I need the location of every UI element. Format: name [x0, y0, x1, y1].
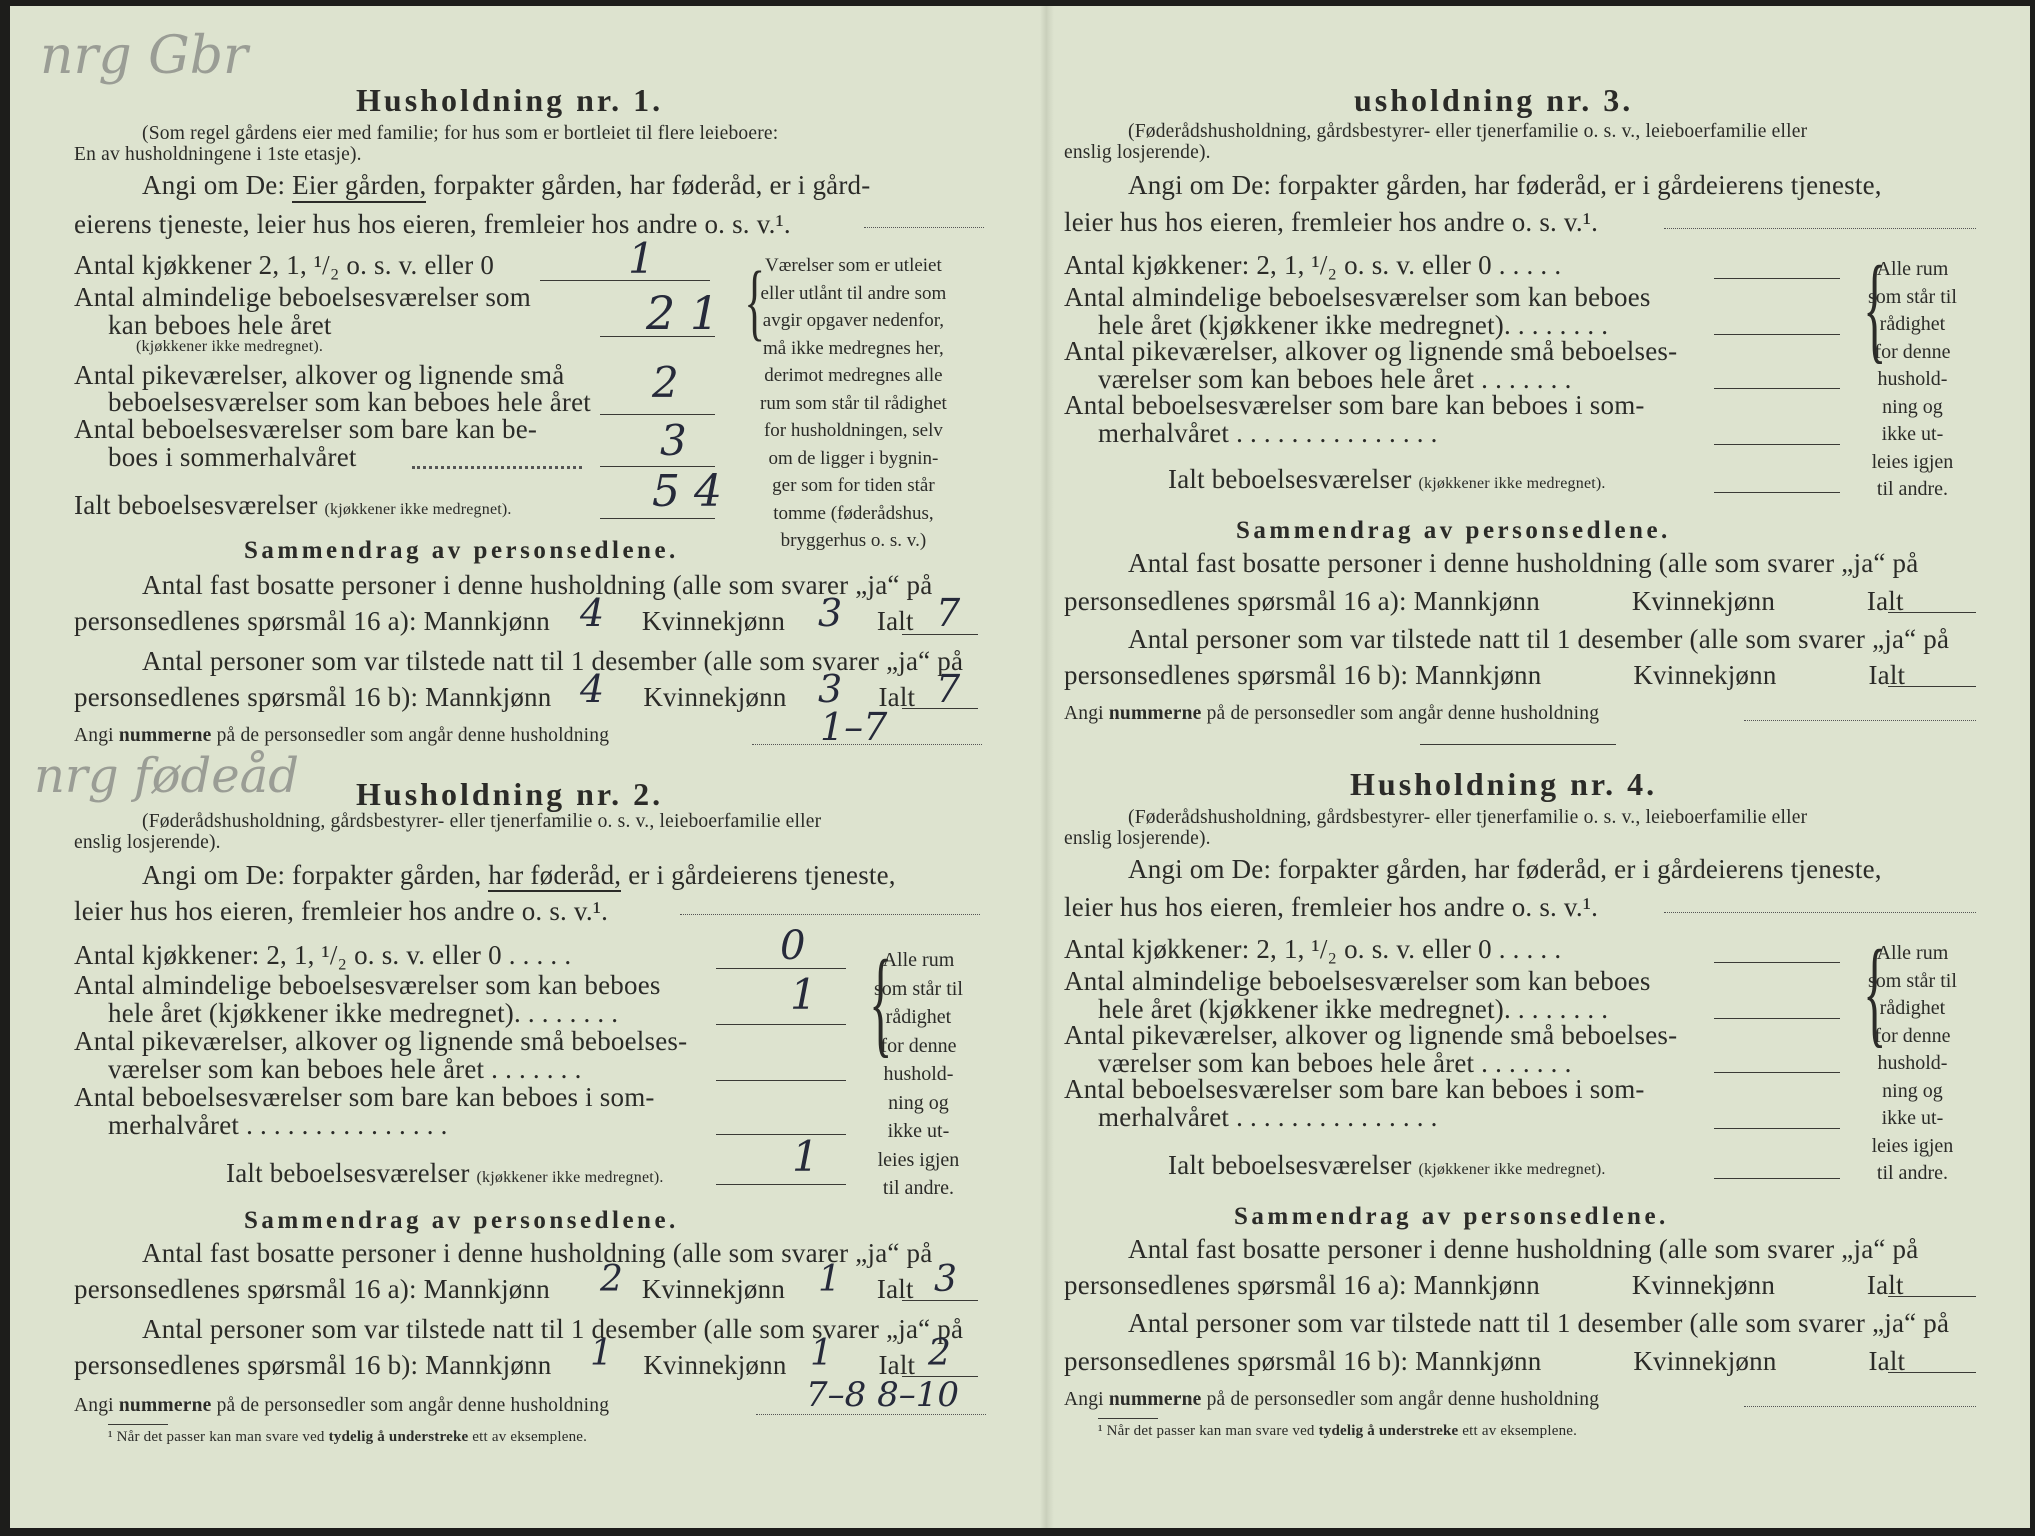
household-1-note-2: En av husholdningene i 1ste etasje).	[74, 144, 362, 165]
summary-16a: personsedlenes spørsmål 16 a): Mannkjønn Kvinnekjønn Ialt	[1064, 1270, 1904, 1300]
side-note-h2: Alle rum som står til rådighet for denne hushold- ning og ikke ut- leies igjen til andre.	[874, 949, 963, 1199]
hw-16b-female: 3	[818, 667, 843, 711]
brace: {	[1863, 241, 1887, 374]
household-3-ask-2: leier hus hos eieren, fremleier hos andre o. s. v.¹.	[1064, 207, 1599, 237]
numbers-line: Angi nummerne på de personsedler som angår denne husholdning	[74, 725, 610, 746]
summer-rooms-label: Antal beboelsesværelser som bare kan be-	[74, 414, 538, 444]
hw-person-numbers: 7–8 8–10	[806, 1375, 959, 1415]
brace: {	[869, 935, 893, 1068]
summary-16a: personsedlenes spørsmål 16 a): Mannkjønn Kvinnekjønn Ialt	[1064, 586, 1904, 616]
summer-rooms-label-2: merhalvåret . . . . . . . . . . . . . . .	[1098, 418, 1438, 448]
hw-kitchens-value: 1	[628, 234, 655, 283]
hw-person-numbers: 1–7	[820, 705, 888, 749]
summary-line: Antal personer som var tilstede natt til 1 desember (alle som svarer „ja“ på	[142, 1314, 964, 1344]
numbers-line: Angi nummerne på de personsedler som angår denne husholdning	[1064, 703, 1600, 724]
maid-rooms-label: Antal pikeværelser, alkover og lignende små	[74, 360, 565, 390]
hw-16b-female: 1	[810, 1333, 833, 1374]
maid-rooms-label-2: beboelsesværelser som kan beboes hele året	[108, 387, 591, 417]
summary-title-h4: Sammendrag av personsedlene.	[1234, 1203, 1669, 1230]
maid-rooms-label-2: værelser som kan beboes hele året . . . . . . .	[108, 1054, 582, 1084]
hw-kitchens-value: 0	[780, 923, 806, 969]
household-4-ask: Angi om De: forpakter gården, har føderåd, er i gårdeierens tjeneste,	[1128, 854, 1882, 884]
household-4-note-2: enslig losjerende).	[1064, 828, 1211, 849]
side-note-h4: Alle rum som står til rådighet for denne hushold- ning og ikke ut- leies igjen til andre.	[1868, 942, 1957, 1184]
maid-rooms-label: Antal pikeværelser, alkover og lignende små beboelses-	[74, 1026, 688, 1056]
total-rooms-label: Ialt beboelsesværelser (kjøkkener ikke medregnet).	[1168, 464, 1606, 494]
hw-rooms-value: 1	[790, 970, 817, 1019]
hw-16b-male: 1	[590, 1333, 613, 1374]
brace: {	[744, 253, 765, 349]
section-divider	[1420, 744, 1616, 745]
summer-rooms-label-2: merhalvåret . . . . . . . . . . . . . . .	[1098, 1102, 1438, 1132]
household-1-note: (Som regel gårdens eier med familie; for hus som er bortleiet til flere leieboere:	[142, 123, 779, 144]
household-4-title: Husholdning nr. 4.	[1350, 766, 1658, 802]
summary-16b: personsedlenes spørsmål 16 b): Mannkjønn Kvinnekjønn Ialt	[74, 682, 916, 712]
household-2-ask: Angi om De: forpakter gården, har føderåd, er i gårdeierens tjeneste,	[142, 860, 896, 890]
total-rooms-label: Ialt beboelsesværelser (kjøkkener ikke medregnet).	[1168, 1150, 1606, 1180]
summary-16a: personsedlenes spørsmål 16 a): Mannkjønn Kvinnekjønn Ialt	[74, 606, 914, 636]
hw-16a-total: 7	[936, 591, 961, 635]
hw-16b-total: 2	[928, 1333, 951, 1374]
household-4-ask-2: leier hus hos eieren, fremleier hos andre o. s. v.¹.	[1064, 892, 1599, 922]
summary-line: Antal personer som var tilstede natt til 1 desember (alle som svarer „ja“ på	[1128, 1308, 1950, 1338]
side-note-h3: Alle rum som står til rådighet for denne hushold- ning og ikke ut- leies igjen til andre.	[1868, 258, 1957, 500]
summary-line: Antal fast bosatte personer i denne husholdning (alle som svarer „ja“ på	[1128, 1234, 1919, 1264]
summary-title-h2: Sammendrag av personsedlene.	[244, 1207, 679, 1234]
maid-rooms-label-2: værelser som kan beboes hele året . . . . . . .	[1098, 364, 1572, 394]
hw-total-value: 1	[792, 1132, 819, 1181]
maid-rooms-label-2: værelser som kan beboes hele året . . . . . . .	[1098, 1048, 1572, 1078]
hw-summer-value: 3	[660, 416, 687, 465]
rooms-label: Antal almindelige beboelsesværelser som kan beboes	[1064, 282, 1651, 312]
rooms-label: Antal almindelige beboelsesværelser som	[74, 282, 531, 312]
household-1-ask-2: eierens tjeneste, leier hus hos eieren, fremleier hos andre o. s. v.¹.	[74, 209, 791, 239]
selected-option-foderaad: har føderåd,	[488, 860, 622, 890]
hw-16a-male: 4	[580, 591, 605, 635]
pencil-note: nrg fødeåd	[34, 748, 299, 804]
hw-16a-female: 1	[818, 1259, 841, 1300]
hw-16b-male: 4	[580, 667, 605, 711]
hw-rooms-value: 2 1	[646, 286, 720, 340]
household-1-ask: Angi om De: Eier gården, forpakter gården, har føderåd, er i gård-	[142, 172, 870, 199]
rooms-label-2: hele året (kjøkkener ikke medregnet). . . . . . . .	[1098, 310, 1609, 340]
hw-16a-female: 3	[818, 591, 843, 635]
summary-16a: personsedlenes spørsmål 16 a): Mannkjønn Kvinnekjønn Ialt	[74, 1274, 914, 1304]
selected-option-owner: Eier gården,	[292, 170, 426, 203]
household-2-note: (Føderådshusholdning, gårdsbestyrer- eller tjenerfamilie o. s. v., leieboerfamilie eller	[142, 811, 822, 832]
hw-total-value: 5 4	[652, 466, 722, 517]
summary-line: Antal personer som var tilstede natt til 1 desember (alle som svarer „ja“ på	[142, 646, 964, 676]
total-rooms-label: Ialt beboelsesværelser (kjøkkener ikke medregnet).	[226, 1158, 664, 1188]
household-1-title: Husholdning nr. 1.	[356, 82, 664, 118]
maid-rooms-label: Antal pikeværelser, alkover og lignende små beboelses-	[1064, 336, 1678, 366]
summary-line: Antal personer som var tilstede natt til 1 desember (alle som svarer „ja“ på	[1128, 624, 1950, 654]
footnote: ¹ Når det passer kan man svare ved tydelig å understreke ett av eksemplene.	[108, 1429, 588, 1445]
hw-16a-total: 3	[934, 1259, 957, 1300]
rooms-label: Antal almindelige beboelsesværelser som kan beboes	[74, 970, 661, 1000]
total-rooms-label: Ialt beboelsesværelser (kjøkkener ikke medregnet).	[74, 490, 512, 520]
rooms-label-2: kan beboes hele året	[108, 310, 332, 340]
household-3-ask: Angi om De: forpakter gården, har føderåd, er i gårdeierens tjeneste,	[1128, 170, 1882, 200]
kitchens-label: Antal kjøkkener 2, 1, ¹/₂ o. s. v. eller 0	[74, 250, 495, 280]
brace: {	[1863, 925, 1887, 1058]
pencil-note: nrg Gbr	[40, 26, 248, 86]
maid-rooms-label: Antal pikeværelser, alkover og lignende små beboelses-	[1064, 1020, 1678, 1050]
hw-16b-total: 7	[936, 667, 961, 711]
hw-16a-male: 2	[600, 1259, 623, 1300]
summary-line: Antal fast bosatte personer i denne husholdning (alle som svarer „ja“ på	[142, 1238, 933, 1268]
summer-rooms-label: Antal beboelsesværelser som bare kan beboes i som-	[74, 1082, 655, 1112]
summary-line: Antal fast bosatte personer i denne husholdning (alle som svarer „ja“ på	[142, 570, 933, 600]
household-2-ask-2: leier hus hos eieren, fremleier hos andre o. s. v.¹.	[74, 896, 609, 926]
rooms-label-3: (kjøkkener ikke medregnet).	[136, 338, 324, 355]
summary-line: Antal fast bosatte personer i denne husholdning (alle som svarer „ja“ på	[1128, 548, 1919, 578]
page-fold	[1040, 6, 1054, 1528]
kitchens-label: Antal kjøkkener: 2, 1, ¹/₂ o. s. v. eller 0 . . . . .	[1064, 250, 1562, 280]
summary-16b: personsedlenes spørsmål 16 b): Mannkjønn Kvinnekjønn Ialt	[74, 1350, 916, 1380]
hw-maid-value: 2	[652, 358, 679, 407]
numbers-line: Angi nummerne på de personsedler som angår denne husholdning	[74, 1395, 610, 1416]
summary-title-h3: Sammendrag av personsedlene.	[1236, 517, 1671, 544]
household-3-title: usholdning nr. 3.	[1354, 82, 1634, 118]
rooms-label-2: hele året (kjøkkener ikke medregnet). . . . . . . .	[1098, 994, 1609, 1024]
kitchens-label: Antal kjøkkener: 2, 1, ¹/₂ o. s. v. eller 0 . . . . .	[1064, 934, 1562, 964]
summary-16b: personsedlenes spørsmål 16 b): Mannkjønn Kvinnekjønn Ialt	[1064, 1346, 1906, 1376]
side-note-h1: Værelser som er utleiet eller utlånt til andre som avgir opgaver nedenfor, må ikke medregnes her, derimot medregnes alle rum som står til rådighet for husholdningen, selv om de ligger i bygnin- ger som for tiden står tomme (føderådshus, bryggerhus o. s. v.)	[760, 255, 947, 551]
household-4-note: (Føderådshusholdning, gårdsbestyrer- eller tjenerfamilie o. s. v., leieboerfamilie eller	[1128, 807, 1808, 828]
summer-rooms-label-2: merhalvåret . . . . . . . . . . . . . . .	[108, 1110, 448, 1140]
summary-16b: personsedlenes spørsmål 16 b): Mannkjønn Kvinnekjønn Ialt	[1064, 660, 1906, 690]
household-3-note: (Føderådshusholdning, gårdsbestyrer- eller tjenerfamilie o. s. v., leieboerfamilie eller	[1128, 121, 1808, 142]
numbers-line: Angi nummerne på de personsedler som angår denne husholdning	[1064, 1389, 1600, 1410]
summary-title-h1: Sammendrag av personsedlene.	[244, 537, 679, 564]
summer-rooms-label: Antal beboelsesværelser som bare kan beboes i som-	[1064, 390, 1645, 420]
kitchens-label: Antal kjøkkener: 2, 1, ¹/₂ o. s. v. eller 0 . . . . .	[74, 940, 572, 970]
household-3-note-2: enslig losjerende).	[1064, 142, 1211, 163]
footnote: ¹ Når det passer kan man svare ved tydelig å understreke ett av eksemplene.	[1098, 1423, 1578, 1439]
rooms-label-2: hele året (kjøkkener ikke medregnet). . . . . . . .	[108, 998, 619, 1028]
summer-rooms-label: Antal beboelsesværelser som bare kan beboes i som-	[1064, 1074, 1645, 1104]
summer-rooms-label-2: boes i sommerhalvåret	[108, 442, 357, 472]
household-2-note-2: enslig losjerende).	[74, 832, 221, 853]
rooms-label: Antal almindelige beboelsesværelser som kan beboes	[1064, 966, 1651, 996]
household-2-title: Husholdning nr. 2.	[356, 776, 664, 812]
